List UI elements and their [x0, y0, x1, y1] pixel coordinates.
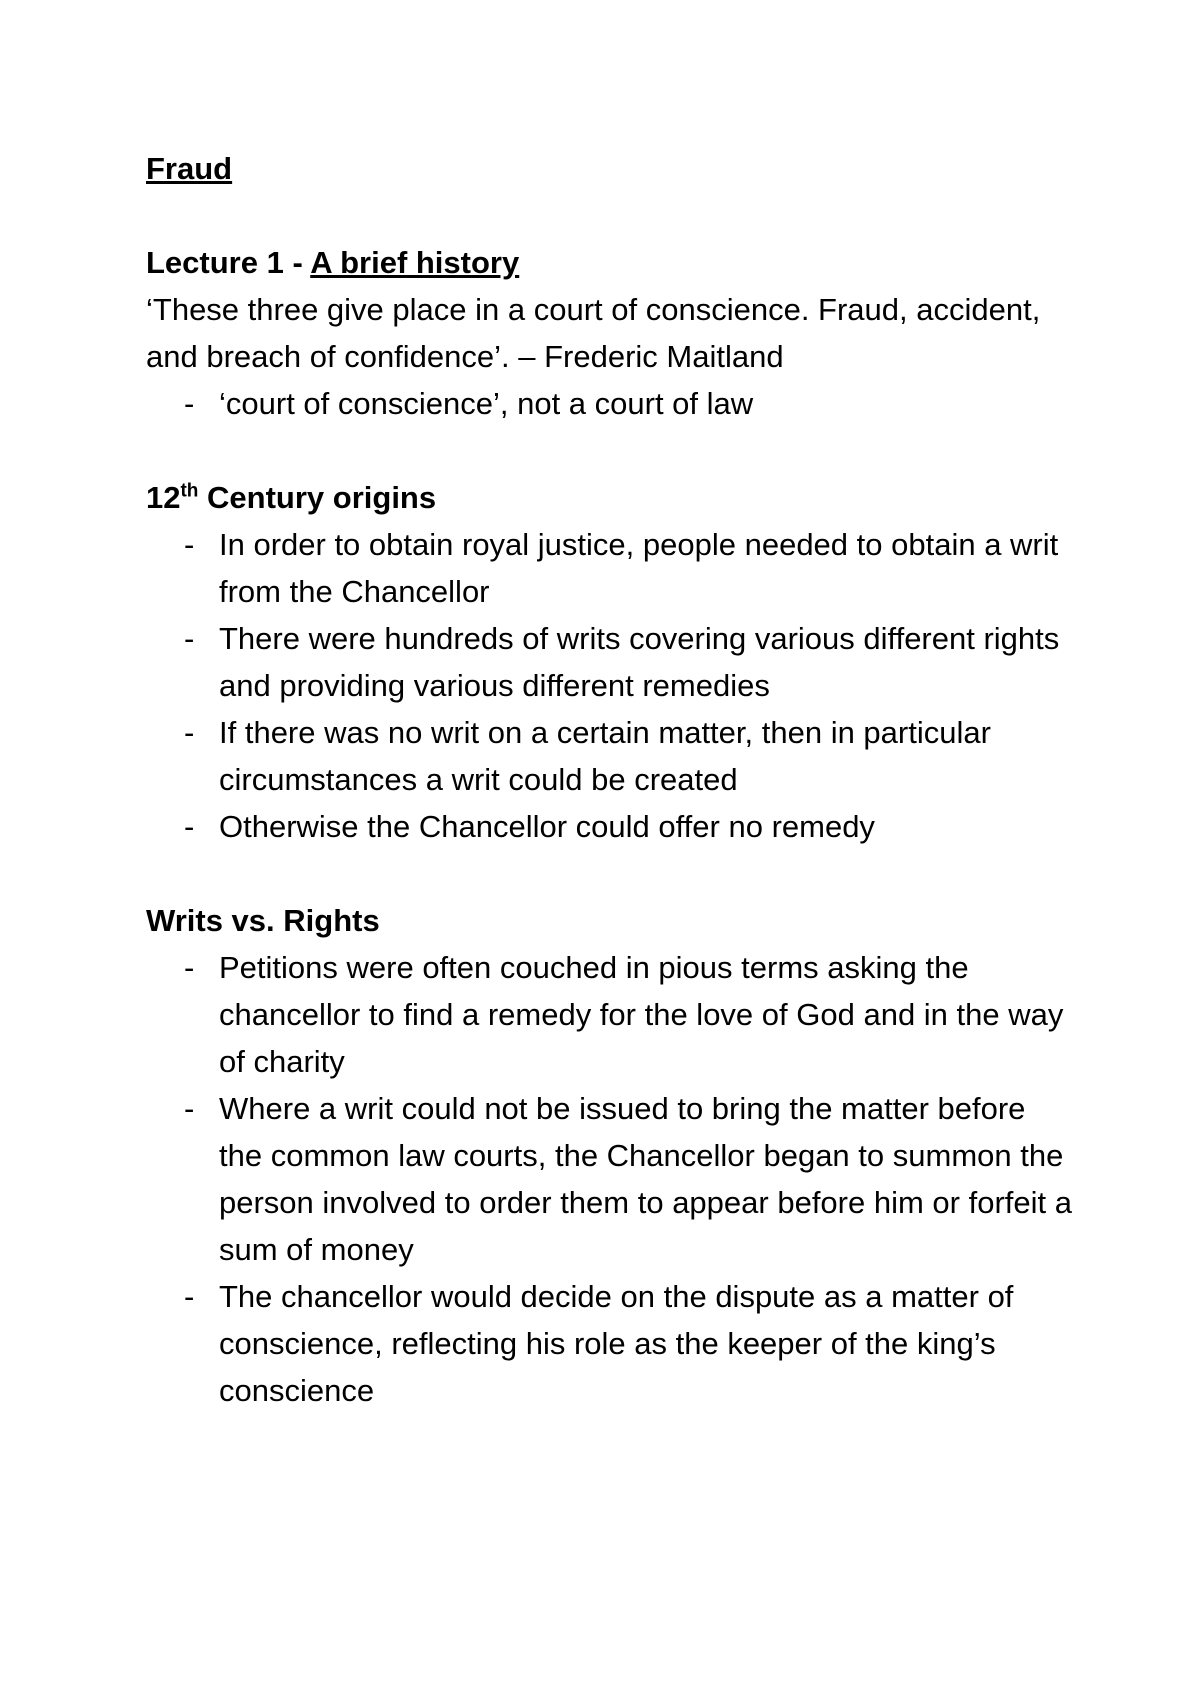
dash-marker: -	[184, 386, 195, 421]
list-item	[146, 521, 1076, 615]
list-item	[146, 380, 1076, 427]
dash-marker: -	[184, 950, 195, 985]
origins-bullet-list	[146, 521, 1076, 850]
list-item-text: In order to obtain royal justice, people needed to obtain a writ from the Chancellor	[219, 527, 1059, 609]
list-item-text: Where a writ could not be issued to bring the matter before the common law courts, the Chancellor began to summon the person involved to order them to appear before him or forfeit a sum of money	[219, 1091, 1072, 1267]
spacer	[146, 850, 1076, 897]
spacer	[146, 192, 1076, 239]
writs-bullet-list	[146, 944, 1076, 1414]
list-item-text: Otherwise the Chancellor could offer no remedy	[219, 809, 875, 844]
list-item-text: If there was no writ on a certain matter, then in particular circumstances a writ could be created	[219, 715, 991, 797]
list-item-text: There were hundreds of writs covering various different rights and providing various different remedies	[219, 621, 1060, 703]
lecture-subtitle: A brief history	[310, 245, 520, 280]
list-item	[146, 803, 1076, 850]
lecture-heading	[146, 239, 1076, 286]
document-title: Fraud	[146, 151, 233, 186]
list-item-text: Petitions were often couched in pious terms asking the chancellor to find a remedy for the love of God and in the way of charity	[219, 950, 1064, 1079]
origins-heading-ordinal: th	[180, 480, 199, 502]
quote-bullet-list	[146, 380, 1076, 427]
dash-marker: -	[184, 527, 195, 562]
spacer	[146, 427, 1076, 474]
list-item	[146, 1273, 1076, 1414]
dash-marker: -	[184, 621, 195, 656]
dash-marker: -	[184, 715, 195, 750]
document-page	[146, 145, 1076, 1414]
writs-heading: Writs vs. Rights	[146, 903, 380, 938]
lecture-prefix: Lecture 1 -	[146, 245, 311, 280]
list-item	[146, 615, 1076, 709]
dash-marker: -	[184, 1091, 195, 1126]
list-item-text: The chancellor would decide on the dispute as a matter of conscience, reflecting his role as the keeper of the king’s conscience	[219, 1279, 1014, 1408]
origins-heading	[146, 474, 1076, 521]
maitland-quote: ‘These three give place in a court of conscience. Fraud, accident, and breach of confidence’. – Frederic Maitland	[146, 292, 1041, 374]
list-item	[146, 1085, 1076, 1273]
origins-heading-text: Century origins	[198, 480, 437, 515]
dash-marker: -	[184, 1279, 195, 1314]
list-item-text: ‘court of conscience’, not a court of law	[219, 386, 754, 421]
list-item	[146, 944, 1076, 1085]
list-item	[146, 709, 1076, 803]
dash-marker: -	[184, 809, 195, 844]
origins-heading-number: 12	[146, 480, 181, 515]
